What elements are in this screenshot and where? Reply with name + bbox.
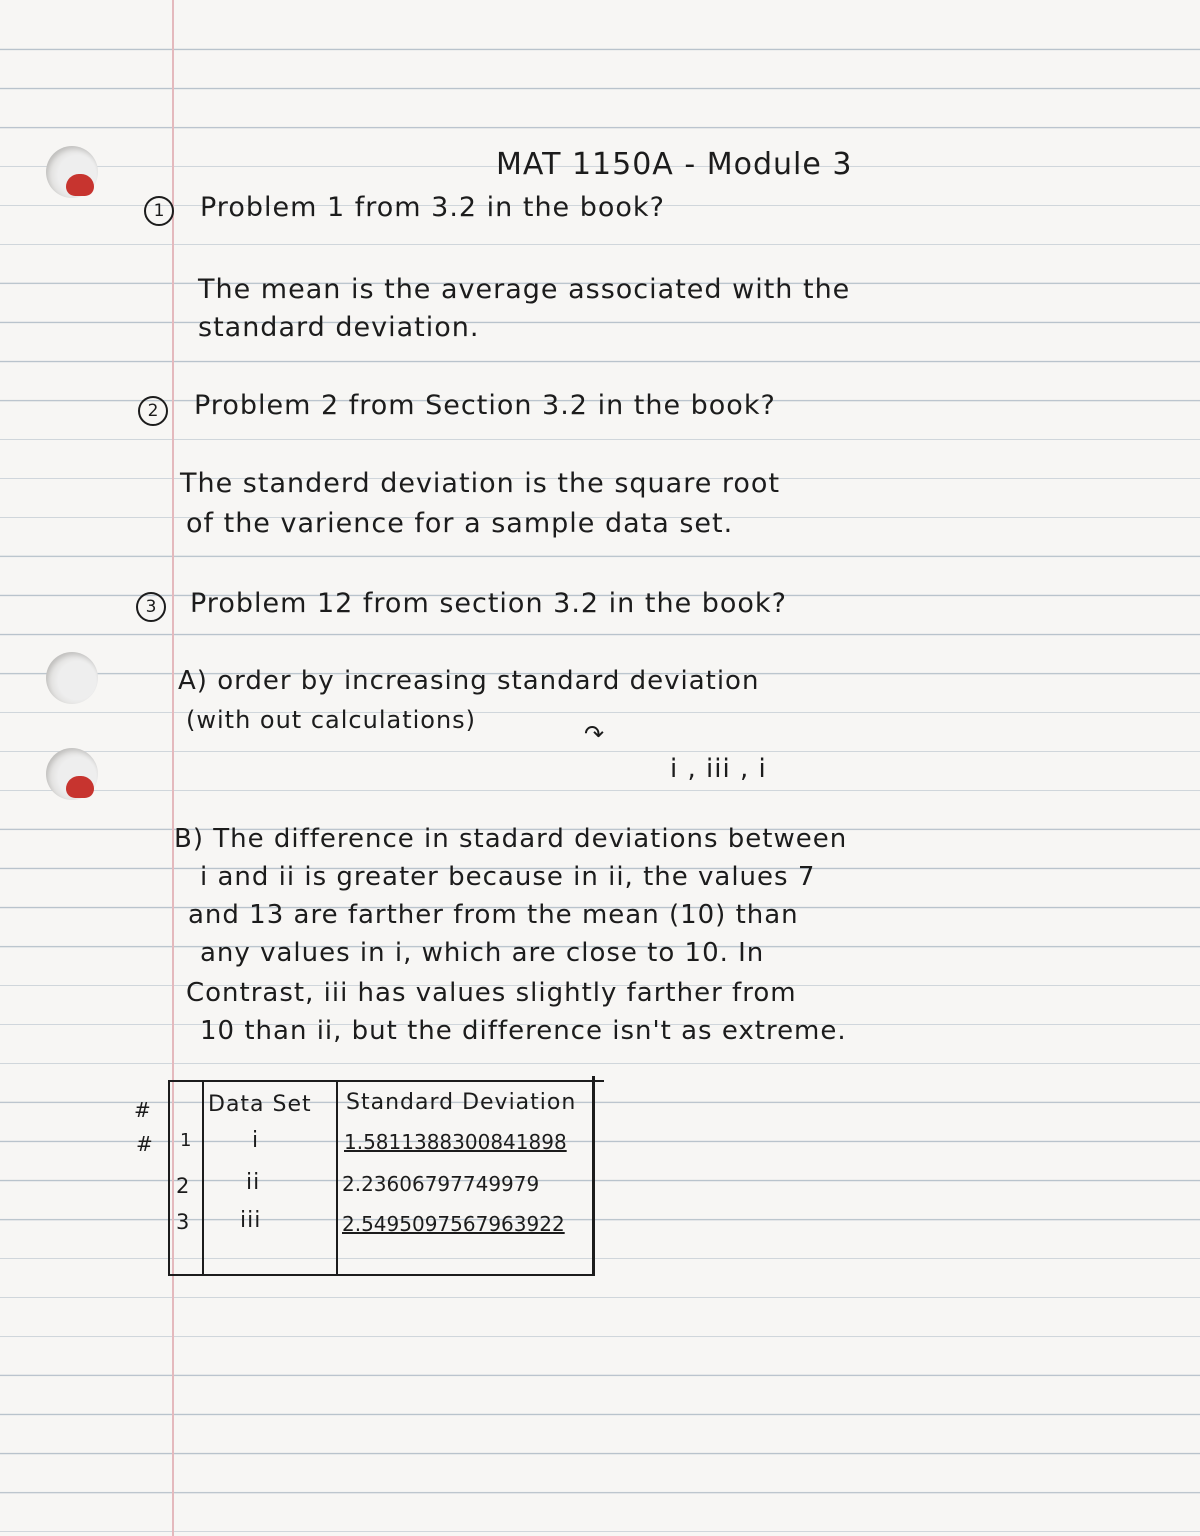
- part-a-line-2: (with out calculations): [186, 706, 477, 734]
- table-row-3-value: 2.5495097567963922: [342, 1212, 565, 1236]
- question-1-answer-line-1: The mean is the average associated with the: [198, 274, 851, 305]
- question-2-number: 2: [138, 396, 168, 426]
- table-row-3-set: iii: [240, 1208, 262, 1233]
- part-b-line-3: and 13 are farther from the mean (10) than: [188, 900, 799, 930]
- binder-tab-top: [66, 174, 94, 196]
- table-row-1-index: 1: [180, 1130, 193, 1151]
- question-2-prompt: Problem 2 from Section 3.2 in the book?: [194, 390, 776, 421]
- table-header-standard-deviation: Standard Deviation: [346, 1090, 577, 1115]
- down-arrow-icon: ↷: [584, 720, 605, 748]
- part-a-line-1: A) order by increasing standard deviation: [178, 666, 760, 696]
- question-3-number: 3: [136, 592, 166, 622]
- table-row-1-set: i: [252, 1128, 260, 1153]
- margin-line: [172, 0, 174, 1536]
- table-row-3-index: 3: [176, 1210, 191, 1234]
- table-side-mark-2: #: [136, 1132, 154, 1156]
- question-1-prompt: Problem 1 from 3.2 in the book?: [200, 192, 665, 223]
- table-row-2-value: 2.23606797749979: [342, 1172, 540, 1196]
- question-2-answer-line-2: of the varience for a sample data set.: [186, 508, 734, 539]
- part-b-line-2: i and ii is greater because in ii, the values 7: [200, 862, 816, 892]
- part-b-line-6: 10 than ii, but the difference isn't as extreme.: [200, 1016, 847, 1046]
- question-1-answer-line-2: standard deviation.: [198, 312, 480, 343]
- part-a-order: i , iii , i: [670, 754, 767, 784]
- part-b-line-1: B) The difference in stadard deviations between: [174, 824, 848, 854]
- table-row-2-set: ii: [246, 1170, 261, 1195]
- part-b-line-4: any values in i, which are close to 10. In: [200, 938, 765, 968]
- question-2-answer-line-1: The standerd deviation is the square root: [180, 468, 781, 499]
- binder-tab-middle: [66, 776, 94, 798]
- table-side-mark-1: #: [134, 1098, 152, 1122]
- table-row-1-value: 1.5811388300841898: [344, 1130, 567, 1154]
- question-1-number: 1: [144, 196, 174, 226]
- binder-hole-bottom: [46, 652, 98, 704]
- question-3-prompt: Problem 12 from section 3.2 in the book?: [190, 588, 787, 619]
- table-row-2-index: 2: [176, 1174, 191, 1198]
- page-title: MAT 1150A - Module 3: [496, 147, 853, 182]
- part-b-line-5: Contrast, iii has values slightly farther from: [186, 978, 797, 1008]
- table-header-data-set: Data Set: [208, 1092, 312, 1117]
